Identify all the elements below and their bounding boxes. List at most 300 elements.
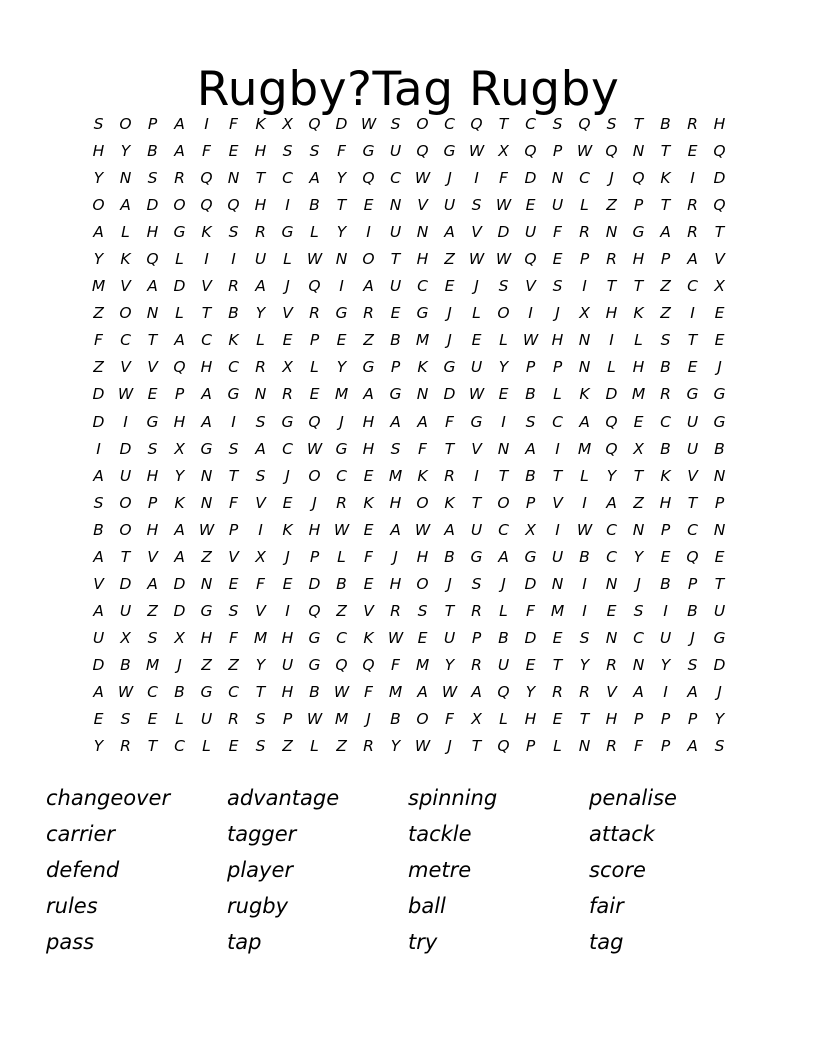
grid-letter[interactable]: A	[363, 277, 374, 296]
grid-letter[interactable]: S	[498, 277, 509, 296]
grid-letter[interactable]: Y	[174, 466, 185, 485]
grid-letter[interactable]: X	[174, 439, 185, 458]
grid-letter[interactable]: X	[471, 710, 482, 729]
grid-letter[interactable]: B	[660, 574, 671, 593]
grid-letter[interactable]: R	[390, 601, 401, 620]
grid-letter[interactable]: B	[660, 115, 671, 134]
word-list-item[interactable]: tagger	[227, 822, 297, 846]
grid-letter[interactable]: S	[309, 142, 320, 161]
grid-letter[interactable]: T	[687, 493, 698, 512]
grid-letter[interactable]: K	[363, 628, 374, 647]
grid-letter[interactable]: E	[633, 412, 644, 431]
grid-letter[interactable]: I	[204, 250, 209, 269]
grid-letter[interactable]: N	[578, 737, 591, 756]
word-list-item[interactable]: try	[408, 930, 438, 954]
grid-letter[interactable]: P	[660, 737, 671, 756]
grid-letter[interactable]: W	[117, 385, 134, 404]
grid-letter[interactable]: M	[388, 466, 403, 485]
grid-letter[interactable]: B	[498, 628, 509, 647]
grid-letter[interactable]: D	[497, 223, 510, 242]
grid-letter[interactable]: A	[201, 385, 212, 404]
grid-letter[interactable]: I	[609, 331, 614, 350]
grid-letter[interactable]: Q	[470, 115, 483, 134]
grid-letter[interactable]: S	[228, 601, 239, 620]
grid-letter[interactable]: C	[417, 277, 428, 296]
word-list-item[interactable]: tap	[227, 930, 262, 954]
grid-letter[interactable]: Q	[524, 142, 537, 161]
grid-letter[interactable]: E	[363, 574, 374, 593]
grid-letter[interactable]: W	[117, 683, 134, 701]
grid-letter[interactable]: R	[309, 304, 320, 323]
grid-letter[interactable]: Y	[336, 223, 347, 242]
grid-letter[interactable]: S	[687, 655, 698, 674]
grid-letter[interactable]: Q	[308, 115, 321, 134]
grid-letter[interactable]: E	[417, 628, 428, 647]
word-list-item[interactable]: penalise	[589, 786, 677, 810]
grid-letter[interactable]: K	[417, 358, 428, 377]
grid-letter[interactable]: O	[362, 250, 375, 269]
grid-letter[interactable]: P	[309, 331, 320, 350]
grid-letter[interactable]: A	[525, 439, 536, 458]
grid-letter[interactable]: X	[579, 304, 590, 323]
grid-letter[interactable]: I	[123, 412, 128, 431]
grid-letter[interactable]: M	[253, 628, 268, 647]
grid-letter[interactable]: P	[228, 520, 239, 539]
grid-letter[interactable]: K	[444, 493, 455, 512]
grid-letter[interactable]: D	[605, 385, 618, 404]
grid-letter[interactable]: U	[119, 466, 132, 485]
grid-letter[interactable]: U	[443, 196, 456, 215]
grid-letter[interactable]: T	[660, 142, 671, 161]
grid-letter[interactable]: Y	[444, 655, 455, 674]
grid-letter[interactable]: B	[174, 683, 185, 701]
grid-letter[interactable]: Q	[227, 196, 240, 215]
grid-letter[interactable]: D	[713, 169, 726, 188]
grid-letter[interactable]: W	[360, 115, 377, 134]
grid-letter[interactable]: U	[200, 710, 213, 729]
grid-letter[interactable]: O	[497, 304, 510, 323]
grid-letter[interactable]: I	[528, 304, 533, 323]
grid-letter[interactable]: W	[414, 169, 431, 188]
grid-letter[interactable]: H	[713, 115, 726, 134]
grid-letter[interactable]: J	[447, 737, 452, 756]
grid-letter[interactable]: M	[577, 439, 592, 458]
grid-letter[interactable]: E	[363, 520, 374, 539]
grid-letter[interactable]: Z	[282, 737, 293, 756]
grid-letter[interactable]: E	[147, 710, 158, 729]
grid-letter[interactable]: A	[687, 683, 698, 701]
grid-letter[interactable]: T	[255, 683, 266, 701]
grid-letter[interactable]: J	[285, 547, 290, 566]
grid-letter[interactable]: G	[686, 385, 699, 404]
grid-letter[interactable]: Y	[120, 142, 131, 161]
grid-letter[interactable]: S	[606, 115, 617, 134]
grid-letter[interactable]: E	[228, 574, 239, 593]
grid-letter[interactable]: R	[606, 655, 617, 674]
grid-letter[interactable]: X	[174, 628, 185, 647]
grid-letter[interactable]: A	[174, 331, 185, 350]
grid-letter[interactable]: R	[606, 250, 617, 269]
grid-letter[interactable]: D	[119, 439, 132, 458]
grid-letter[interactable]: R	[471, 601, 482, 620]
grid-letter[interactable]: O	[416, 710, 429, 729]
grid-letter[interactable]: A	[417, 683, 428, 701]
word-list-item[interactable]: attack	[589, 822, 655, 846]
grid-letter[interactable]: P	[687, 574, 698, 593]
grid-letter[interactable]: V	[120, 277, 131, 296]
grid-letter[interactable]: A	[309, 169, 320, 188]
grid-letter[interactable]: L	[607, 358, 616, 377]
grid-letter[interactable]: P	[660, 250, 671, 269]
grid-letter[interactable]: Y	[255, 304, 266, 323]
grid-letter[interactable]: A	[93, 466, 104, 485]
grid-letter[interactable]: G	[335, 439, 348, 458]
grid-letter[interactable]: J	[447, 574, 452, 593]
grid-letter[interactable]: E	[147, 385, 158, 404]
grid-letter[interactable]: C	[606, 520, 617, 539]
word-list-item[interactable]: player	[227, 858, 294, 882]
grid-letter[interactable]: A	[633, 683, 644, 701]
grid-letter[interactable]: N	[389, 196, 402, 215]
grid-letter[interactable]: L	[202, 737, 211, 756]
grid-letter[interactable]: R	[579, 223, 590, 242]
grid-letter[interactable]: M	[631, 385, 646, 404]
grid-letter[interactable]: J	[636, 574, 641, 593]
grid-letter[interactable]: J	[447, 304, 452, 323]
grid-letter[interactable]: D	[308, 574, 321, 593]
grid-letter[interactable]: V	[471, 223, 482, 242]
grid-letter[interactable]: N	[578, 331, 591, 350]
grid-letter[interactable]: U	[470, 520, 483, 539]
grid-letter[interactable]: B	[147, 142, 158, 161]
grid-letter[interactable]: M	[145, 655, 160, 674]
grid-letter[interactable]: N	[227, 169, 240, 188]
grid-letter[interactable]: H	[632, 358, 645, 377]
grid-letter[interactable]: I	[474, 169, 479, 188]
grid-letter[interactable]: L	[121, 223, 130, 242]
grid-letter[interactable]: S	[282, 142, 293, 161]
grid-letter[interactable]: C	[660, 412, 671, 431]
grid-letter[interactable]: G	[470, 412, 483, 431]
grid-letter[interactable]: H	[659, 493, 672, 512]
grid-letter[interactable]: Q	[713, 196, 726, 215]
grid-letter[interactable]: Y	[93, 169, 104, 188]
grid-letter[interactable]: E	[525, 196, 536, 215]
grid-letter[interactable]: A	[147, 574, 158, 593]
grid-letter[interactable]: V	[120, 358, 131, 377]
grid-letter[interactable]: N	[200, 493, 213, 512]
grid-letter[interactable]: J	[393, 547, 398, 566]
grid-letter[interactable]: A	[606, 493, 617, 512]
grid-letter[interactable]: V	[417, 196, 428, 215]
word-list-item[interactable]: changeover	[46, 786, 171, 810]
grid-letter[interactable]: T	[579, 710, 590, 729]
grid-letter[interactable]: K	[633, 304, 644, 323]
grid-letter[interactable]: C	[336, 628, 347, 647]
grid-letter[interactable]: L	[499, 710, 508, 729]
grid-letter[interactable]: V	[363, 601, 374, 620]
grid-letter[interactable]: F	[364, 547, 373, 566]
grid-letter[interactable]: Y	[390, 737, 401, 756]
grid-letter[interactable]: S	[390, 439, 401, 458]
grid-letter[interactable]: D	[92, 385, 105, 404]
grid-letter[interactable]: G	[173, 223, 186, 242]
word-list-item[interactable]: fair	[589, 894, 624, 918]
grid-letter[interactable]: Y	[336, 169, 347, 188]
grid-letter[interactable]: G	[200, 601, 213, 620]
grid-letter[interactable]: G	[713, 412, 726, 431]
grid-letter[interactable]: Z	[363, 331, 374, 350]
grid-letter[interactable]: T	[714, 574, 725, 593]
grid-letter[interactable]: U	[92, 628, 105, 647]
grid-letter[interactable]: P	[174, 385, 185, 404]
grid-letter[interactable]: V	[471, 439, 482, 458]
grid-letter[interactable]: J	[285, 466, 290, 485]
grid-letter[interactable]: Q	[632, 169, 645, 188]
grid-letter[interactable]: I	[258, 520, 263, 539]
grid-letter[interactable]: S	[579, 628, 590, 647]
grid-letter[interactable]: G	[632, 223, 645, 242]
grid-letter[interactable]: S	[471, 574, 482, 593]
grid-letter[interactable]: B	[120, 655, 131, 674]
grid-letter[interactable]: A	[174, 547, 185, 566]
grid-letter[interactable]: S	[147, 628, 158, 647]
grid-letter[interactable]: I	[96, 439, 101, 458]
grid-letter[interactable]: D	[146, 196, 159, 215]
grid-letter[interactable]: K	[120, 250, 131, 269]
grid-letter[interactable]: J	[609, 169, 614, 188]
grid-letter[interactable]: C	[525, 115, 536, 134]
grid-letter[interactable]: Z	[336, 737, 347, 756]
grid-letter[interactable]: D	[92, 412, 105, 431]
grid-letter[interactable]: C	[444, 115, 455, 134]
grid-letter[interactable]: S	[147, 169, 158, 188]
grid-letter[interactable]: I	[582, 277, 587, 296]
word-list-item[interactable]: spinning	[408, 786, 498, 810]
word-list-item[interactable]: tackle	[408, 822, 472, 846]
grid-letter[interactable]: L	[553, 737, 562, 756]
grid-letter[interactable]: G	[713, 385, 726, 404]
grid-letter[interactable]: A	[120, 196, 131, 215]
grid-letter[interactable]: E	[687, 358, 698, 377]
grid-letter[interactable]: B	[309, 683, 320, 701]
grid-letter[interactable]: C	[498, 520, 509, 539]
grid-letter[interactable]: C	[633, 628, 644, 647]
grid-letter[interactable]: O	[119, 520, 132, 539]
grid-letter[interactable]: T	[471, 737, 482, 756]
grid-letter[interactable]: H	[389, 493, 402, 512]
grid-letter[interactable]: N	[632, 520, 645, 539]
grid-letter[interactable]: S	[633, 601, 644, 620]
grid-letter[interactable]: N	[146, 304, 159, 323]
grid-letter[interactable]: O	[416, 493, 429, 512]
grid-letter[interactable]: R	[228, 710, 239, 729]
grid-letter[interactable]: V	[255, 601, 266, 620]
grid-letter[interactable]: D	[524, 628, 537, 647]
grid-letter[interactable]: U	[119, 601, 132, 620]
grid-letter[interactable]: D	[335, 115, 348, 134]
grid-letter[interactable]: E	[309, 385, 320, 404]
grid-letter[interactable]: B	[525, 385, 536, 404]
grid-letter[interactable]: M	[415, 331, 430, 350]
grid-letter[interactable]: S	[714, 737, 725, 756]
grid-letter[interactable]: S	[93, 115, 104, 134]
grid-letter[interactable]: W	[522, 331, 539, 350]
grid-letter[interactable]: H	[308, 520, 321, 539]
grid-letter[interactable]: I	[366, 223, 371, 242]
grid-letter[interactable]: U	[281, 655, 294, 674]
grid-letter[interactable]: U	[389, 142, 402, 161]
grid-letter[interactable]: T	[633, 277, 644, 296]
grid-letter[interactable]: V	[552, 493, 563, 512]
grid-letter[interactable]: A	[174, 115, 185, 134]
grid-letter[interactable]: J	[474, 277, 479, 296]
grid-letter[interactable]: Q	[308, 277, 321, 296]
grid-letter[interactable]: P	[147, 493, 158, 512]
grid-letter[interactable]: O	[119, 304, 132, 323]
word-list-item[interactable]: carrier	[46, 822, 116, 846]
grid-letter[interactable]: G	[335, 304, 348, 323]
grid-letter[interactable]: K	[282, 520, 293, 539]
word-list-item[interactable]: rugby	[227, 894, 289, 918]
grid-letter[interactable]: J	[177, 655, 182, 674]
word-list-item[interactable]: defend	[46, 858, 120, 882]
grid-letter[interactable]: O	[416, 115, 429, 134]
grid-letter[interactable]: C	[390, 169, 401, 188]
grid-letter[interactable]: L	[553, 385, 562, 404]
grid-letter[interactable]: H	[146, 520, 159, 539]
grid-letter[interactable]: C	[336, 466, 347, 485]
grid-letter[interactable]: B	[660, 439, 671, 458]
grid-letter[interactable]: A	[93, 683, 104, 701]
grid-letter[interactable]: T	[498, 466, 509, 485]
grid-letter[interactable]: E	[471, 331, 482, 350]
grid-letter[interactable]: J	[501, 574, 506, 593]
grid-letter[interactable]: E	[498, 385, 509, 404]
grid-letter[interactable]: K	[363, 493, 374, 512]
grid-letter[interactable]: W	[306, 710, 323, 729]
grid-letter[interactable]: E	[336, 331, 347, 350]
grid-letter[interactable]: W	[198, 520, 215, 539]
grid-letter[interactable]: M	[334, 710, 349, 729]
grid-letter[interactable]: E	[363, 466, 374, 485]
grid-letter[interactable]: A	[174, 142, 185, 161]
grid-letter[interactable]: S	[93, 493, 104, 512]
grid-letter[interactable]: H	[389, 574, 402, 593]
grid-letter[interactable]: A	[390, 520, 401, 539]
grid-letter[interactable]: T	[147, 331, 158, 350]
grid-letter[interactable]: J	[339, 412, 344, 431]
grid-letter[interactable]: G	[443, 358, 456, 377]
grid-letter[interactable]: I	[663, 683, 668, 701]
grid-letter[interactable]: N	[200, 574, 213, 593]
grid-letter[interactable]: E	[687, 142, 698, 161]
grid-letter[interactable]: E	[714, 331, 725, 350]
grid-letter[interactable]: S	[120, 710, 131, 729]
grid-letter[interactable]: X	[714, 277, 725, 296]
grid-letter[interactable]: Q	[686, 547, 699, 566]
grid-letter[interactable]: S	[147, 439, 158, 458]
grid-letter[interactable]: A	[687, 737, 698, 756]
grid-letter[interactable]: T	[120, 547, 131, 566]
word-list-item[interactable]: metre	[408, 858, 472, 882]
grid-letter[interactable]: W	[414, 520, 431, 539]
grid-letter[interactable]: V	[282, 304, 293, 323]
grid-letter[interactable]: Q	[605, 412, 618, 431]
grid-letter[interactable]: A	[201, 412, 212, 431]
grid-letter[interactable]: Y	[93, 250, 104, 269]
grid-letter[interactable]: E	[444, 277, 455, 296]
grid-letter[interactable]: D	[173, 601, 186, 620]
grid-letter[interactable]: A	[363, 385, 374, 404]
grid-letter[interactable]: L	[175, 710, 184, 729]
grid-letter[interactable]: E	[228, 142, 239, 161]
grid-letter[interactable]: L	[580, 196, 589, 215]
grid-letter[interactable]: B	[93, 520, 104, 539]
grid-letter[interactable]: G	[227, 385, 240, 404]
grid-letter[interactable]: I	[285, 196, 290, 215]
grid-letter[interactable]: M	[388, 683, 403, 701]
grid-letter[interactable]: D	[524, 169, 537, 188]
grid-letter[interactable]: P	[633, 710, 644, 729]
grid-letter[interactable]: H	[605, 710, 618, 729]
grid-letter[interactable]: F	[391, 655, 400, 674]
grid-letter[interactable]: G	[362, 142, 375, 161]
grid-letter[interactable]: I	[582, 601, 587, 620]
grid-letter[interactable]: U	[389, 277, 402, 296]
grid-letter[interactable]: L	[310, 358, 319, 377]
grid-letter[interactable]: Z	[606, 196, 617, 215]
grid-letter[interactable]: N	[551, 574, 564, 593]
grid-letter[interactable]: F	[634, 737, 643, 756]
grid-letter[interactable]: U	[659, 628, 672, 647]
grid-letter[interactable]: N	[416, 385, 429, 404]
grid-letter[interactable]: V	[228, 547, 239, 566]
grid-letter[interactable]: Q	[605, 142, 618, 161]
grid-letter[interactable]: B	[390, 710, 401, 729]
grid-letter[interactable]: Y	[498, 358, 509, 377]
grid-letter[interactable]: N	[713, 466, 726, 485]
grid-letter[interactable]: H	[524, 710, 537, 729]
grid-letter[interactable]: N	[632, 655, 645, 674]
grid-letter[interactable]: Z	[633, 493, 644, 512]
grid-letter[interactable]: V	[147, 358, 158, 377]
grid-letter[interactable]: C	[201, 331, 212, 350]
grid-letter[interactable]: C	[120, 331, 131, 350]
grid-letter[interactable]: O	[497, 493, 510, 512]
grid-letter[interactable]: B	[660, 358, 671, 377]
grid-letter[interactable]: F	[364, 683, 373, 701]
grid-letter[interactable]: E	[93, 710, 104, 729]
grid-letter[interactable]: Z	[444, 250, 455, 269]
grid-letter[interactable]: P	[282, 710, 293, 729]
word-list-item[interactable]: score	[589, 858, 646, 882]
grid-letter[interactable]: S	[525, 412, 536, 431]
grid-letter[interactable]: N	[578, 358, 591, 377]
grid-letter[interactable]: P	[525, 358, 536, 377]
grid-letter[interactable]: T	[444, 601, 455, 620]
grid-letter[interactable]: B	[309, 196, 320, 215]
grid-letter[interactable]: H	[416, 250, 429, 269]
grid-letter[interactable]: W	[414, 737, 431, 756]
grid-letter[interactable]: D	[713, 655, 726, 674]
grid-letter[interactable]: G	[146, 412, 159, 431]
grid-letter[interactable]: S	[390, 115, 401, 134]
grid-letter[interactable]: D	[173, 574, 186, 593]
grid-letter[interactable]: H	[281, 628, 294, 647]
word-list-item[interactable]: advantage	[227, 786, 340, 810]
grid-letter[interactable]: P	[147, 115, 158, 134]
